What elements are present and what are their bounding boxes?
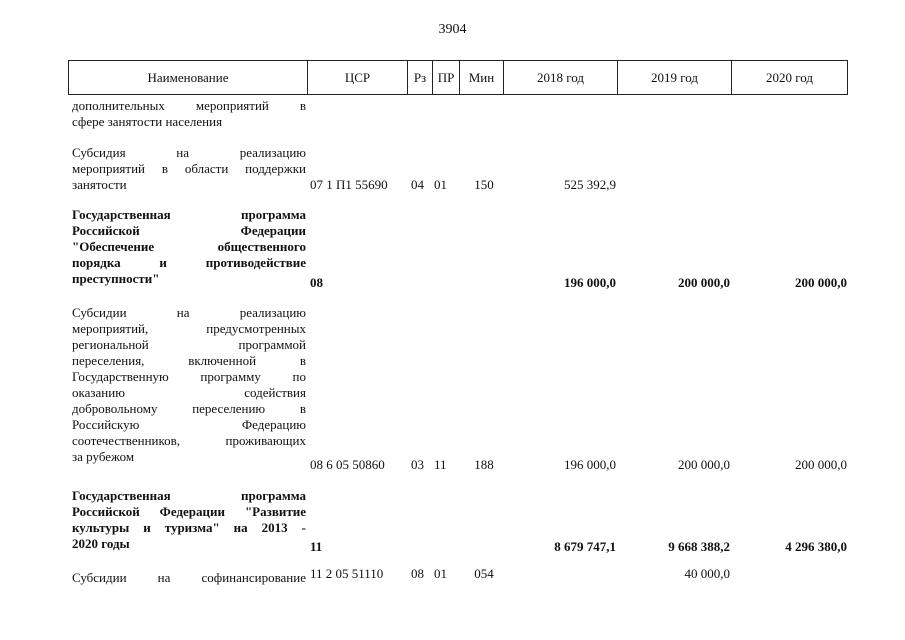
table-cell-min: 150 [474,177,494,192]
table-header [68,60,848,95]
header-2019: 2019 год [651,70,698,85]
table-cell-2018: 525 392,9 [564,177,616,192]
header-min: Мин [468,70,495,85]
table-cell-2018: 196 000,0 [564,275,616,290]
table-cell-rz: 03 [411,457,424,472]
header-name: Наименование [147,70,229,85]
table-cell-csr: 11 [310,539,323,554]
table-cell-csr: 08 6 05 50860 [310,457,385,472]
table-row-name: Субсидия на реализацию мероприятий в области поддержки занятости [72,145,306,192]
table-cell-rz: 08 [411,566,424,581]
table-cell-2020: 4 296 380,0 [785,539,847,554]
header-2018: 2018 год [537,70,584,85]
table-row-name: Государственная программа Российской Федерации "Обеспечение общественного порядка и противодействие преступности" [72,207,306,286]
table-cell-csr: 11 2 05 51110 [310,566,384,581]
table-row-name: Субсидии на реализацию мероприятий, предусмотренных региональной программой переселения, включенной в Государственную программу по оказанию содействия добровольному переселению в Российскую Федерацию соотечественников, проживающих за рубежом [72,305,306,464]
table-cell-pr: 01 [434,566,447,581]
table-cell-2019: 40 000,0 [684,566,730,581]
table-cell-rz: 04 [411,177,424,192]
header-csr: ЦСР [344,70,371,85]
header-pr: ПР [437,70,455,85]
table-cell-pr: 11 [434,457,447,472]
table-cell-csr: 08 [310,275,323,290]
table-row-name: дополнительных мероприятий в сфере занятости населения [72,98,306,129]
table-cell-min: 188 [474,457,494,472]
page-number: 3904 [438,22,467,37]
table-cell-2019: 200 000,0 [678,457,730,472]
table-row-name: Субсидии на софинансирование [72,570,306,585]
table-cell-csr: 07 1 П1 55690 [310,177,388,192]
table-cell-2018: 196 000,0 [564,457,616,472]
table-cell-2018: 8 679 747,1 [554,539,616,554]
table-cell-2019: 200 000,0 [678,275,730,290]
table-cell-min: 054 [474,566,494,581]
table-row-name: Государственная программа Российской Федерации "Развитие культуры и туризма" на 2013 - 2020 годы [72,488,306,551]
table-cell-pr: 01 [434,177,447,192]
table-cell-2020: 200 000,0 [795,457,847,472]
table-cell-2020: 200 000,0 [795,275,847,290]
header-rz: Рз [413,70,427,85]
table-cell-2019: 9 668 388,2 [668,539,730,554]
header-2020: 2020 год [766,70,813,85]
